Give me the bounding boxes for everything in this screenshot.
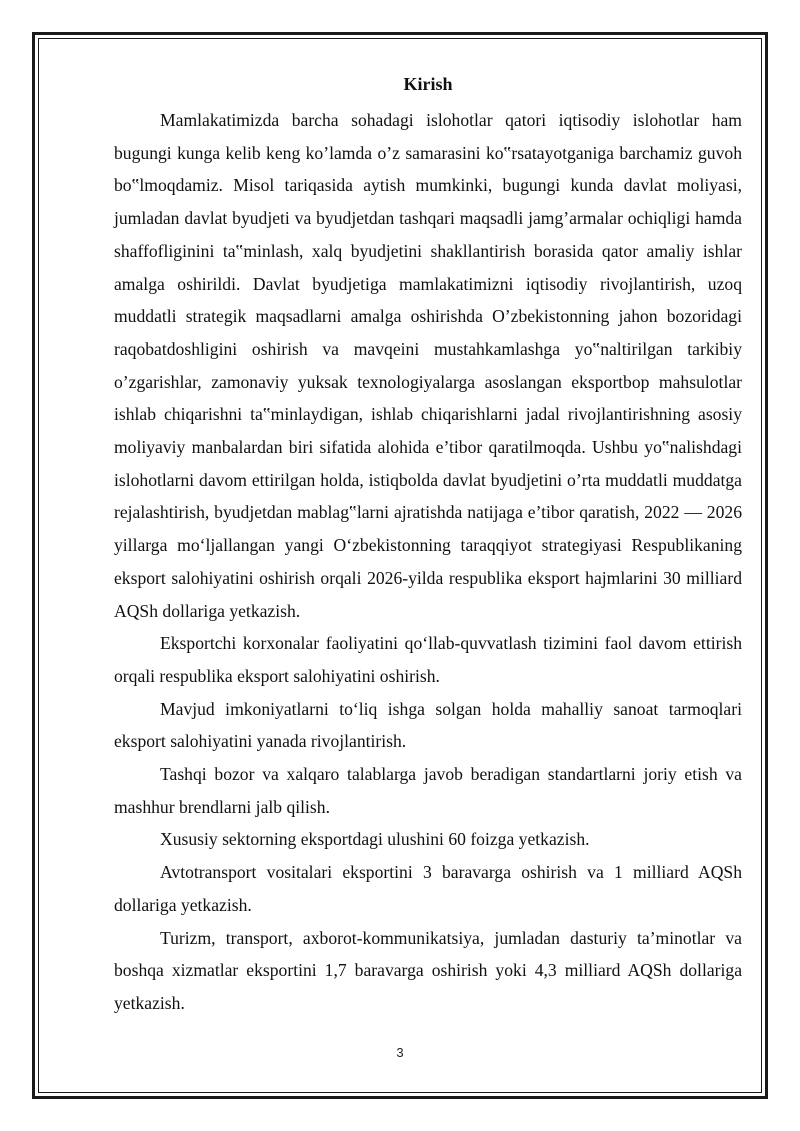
document-title: Kirish: [403, 74, 453, 94]
paragraph-intro: Mamlakatimizda barcha sohadagi islohotlar qatori iqtisodiy islohotlar ham bugungi kunga kelib keng ko’lamda o’z samarasini ko‟rsatayotganiga barchamiz guvoh bo‟lmoqdamiz. Misol tariqasida aytish mumkinki, bugungi kunda davlat moliyasi, jumladan davlat byudjeti va byudjetdan tashqari maqsadli jamg’armalar ochiqligi hamda shaffofliginini ta‟minlash, xalq byudjetini shakllantirish borasida qator amaliy ishlar amalga oshirildi. Davlat byudjetiga mamlakatimizni iqtisodiy rivojlantirish, uzoq muddatli strategik maqsadlarni amalga oshirishda O’zbekistonning jahon bozoridagi raqobatdoshligini oshirish va mavqeini mustahkamlashga yo‟naltirilgan tarkibiy o’zgarishlar, zamonaviy yuksak texnologiyalarga asoslangan eksportbop mahsulotlar ishlab chiqarishni ta‟minlaydigan, ishlab chiqarishlarni jadal rivojlantirishning asosiy moliyaviy manbalardan biri sifatida alohida e’tibor qaratilmoqda. Ushbu yo‟nalishdagi islohotlarni davom ettirilgan holda, istiqbolda davlat byudjetini o’rta muddatli muddatga rejalashtirish, byudjetdan mablag‟larni ajratishda natijaga e’tibor qaratish, 2022 — 2026 yillarga moʻljallangan yangi Oʻzbekistonning taraqqiyot strategiyasi Respublikaning eksport salohiyatini oshirish orqali 2026-yilda respublika eksport hajmlarini 30 milliard AQSh dollariga yetkazish.: [114, 110, 742, 621]
document-body: [114, 72, 742, 1020]
paragraph-vehicles: Avtotransport vositalari eksportini 3 baravarga oshirish va 1 milliard AQSh dollariga yetkazish.: [114, 862, 742, 915]
paragraph-services: Turizm, transport, axborot-kommunikatsiya, jumladan dasturiy ta’minotlar va boshqa xizmatlar eksportini 1,7 baravarga oshirish yoki 4,3 milliard AQSh dollariga yetkazish.: [114, 927, 742, 1013]
page-number: 3: [396, 1045, 404, 1060]
paragraph-private-sector: Xususiy sektorning eksportdagi ulushini 60 foizga yetkazish.: [160, 829, 590, 850]
paragraph-standards: Tashqi bozor va xalqaro talablarga javob beradigan standartlarni joriy etish va mashhur brendlarni jalb qilish.: [114, 764, 742, 817]
paragraph-local-industry: Mavjud imkoniyatlarni toʻliq ishga solgan holda mahalliy sanoat tarmoqlari eksport salohiyatini yanada rivojlantirish.: [114, 698, 742, 752]
paragraph-exporters: Eksportchi korxonalar faoliyatini qoʻllab-quvvatlash tizimini faol davom ettirish orqali respublika eksport salohiyatini oshirish.: [114, 633, 742, 686]
